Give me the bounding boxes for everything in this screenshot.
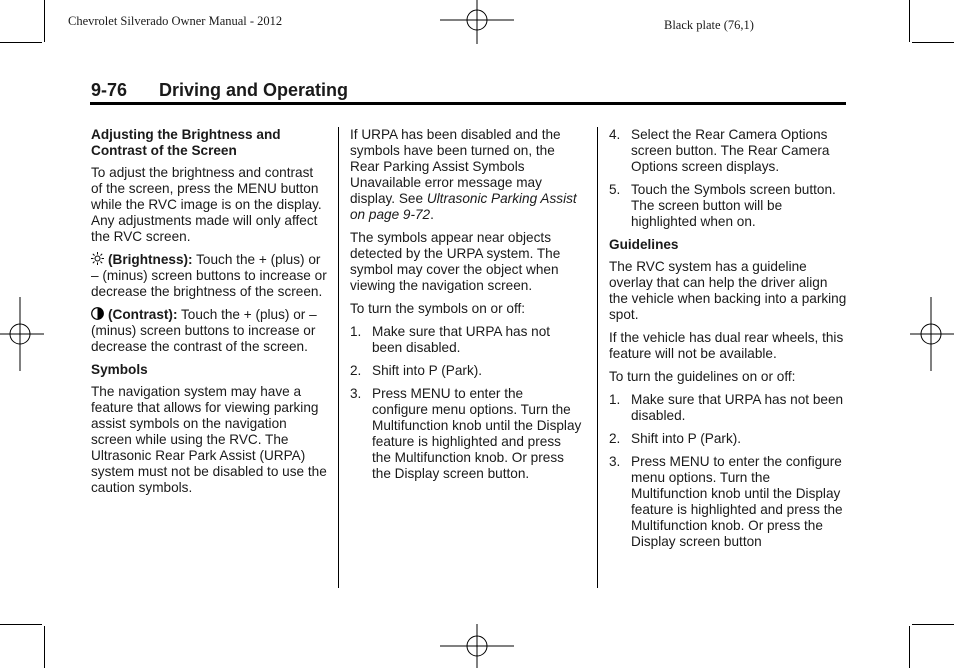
- step-number: 2.: [609, 431, 621, 446]
- page-title: [91, 80, 348, 101]
- urpa-paragraph: [350, 127, 582, 223]
- brightness-paragraph: [91, 252, 327, 300]
- brightness-text: Touch the + (plus) or – (minus) screen buttons to increase or decrease the brightness of the screen.: [91, 252, 327, 299]
- symbols-detail-paragraph: The symbols appear near objects detected by the URPA system. The symbol may cover the object when viewing the navigation screen.: [350, 230, 561, 293]
- step-text: Make sure that URPA has not been disabled.: [372, 324, 551, 355]
- column-3: [609, 127, 847, 557]
- step-number: 3.: [350, 386, 362, 401]
- intro-paragraph: To adjust the brightness and contrast of the screen, press the MENU button while the RVC image is on the display. Any adjustments made will only affect the RVC screen.: [91, 165, 322, 244]
- half-circle-icon: [91, 307, 104, 320]
- page-number: 9-76: [91, 80, 128, 100]
- list-item: [609, 454, 847, 550]
- step-text: Press MENU to enter the configure menu options. Turn the Multifunction knob until the Display feature is highlighted and press the Multifunction knob. Or press the Display screen button.: [372, 386, 582, 481]
- symbols-paragraph: The navigation system may have a feature that allows for viewing parking assist symbols on the navigation screen while using the RVC. The Ultrasonic Rear Park Assist (URPA) system must not be disabled to use the caution symbols.: [91, 384, 327, 495]
- step-text: Shift into P (Park).: [631, 431, 742, 446]
- step-text: Press MENU to enter the configure menu options. Turn the Multifunction knob until the Display feature is highlighted and press the Multifunction knob. Or press the Display screen button: [631, 454, 843, 549]
- registration-mark-right: [908, 297, 954, 371]
- guidelines-paragraph: The RVC system has a guideline overlay that can help the driver align the vehicle when backing into a parking spot.: [609, 259, 847, 322]
- step-number: 3.: [609, 454, 621, 469]
- list-item: [609, 392, 847, 424]
- urpa-text-end: .: [430, 207, 434, 222]
- step-number: 1.: [609, 392, 621, 407]
- step-number: 5.: [609, 182, 621, 197]
- section-title: Driving and Operating: [159, 80, 349, 100]
- symbols-toggle-intro: To turn the symbols on or off:: [350, 301, 526, 316]
- step-number: 1.: [350, 324, 362, 339]
- brightness-label: (Brightness):: [108, 252, 193, 267]
- guidelines-steps-list: [609, 392, 847, 550]
- list-item: [350, 386, 582, 482]
- dual-wheels-paragraph: If the vehicle has dual rear wheels, this feature will not be available.: [609, 330, 844, 361]
- column-2: [350, 127, 582, 489]
- list-item: [609, 431, 847, 447]
- contrast-label: (Contrast):: [108, 307, 178, 322]
- symbols-heading: Symbols: [91, 362, 148, 377]
- title-rule: [90, 102, 846, 105]
- column-divider: [338, 127, 339, 588]
- registration-mark-bottom: [440, 622, 514, 668]
- step-number: 4.: [609, 127, 621, 142]
- urpa-text: If URPA has been disabled and the symbols have been turned on, the Rear Parking Assist Symbols Unavailable error message may display. See: [350, 127, 561, 206]
- list-item: [350, 324, 582, 356]
- column-divider: [597, 127, 598, 588]
- registration-mark-top: [440, 0, 514, 46]
- sun-icon: [91, 252, 104, 265]
- contrast-text: Touch the + (plus) or – (minus) screen buttons to increase or decrease the contrast of the screen.: [91, 307, 317, 354]
- step-text: Select the Rear Camera Options screen button. The Rear Camera Options screen displays.: [631, 127, 830, 174]
- step-text: Shift into P (Park).: [372, 363, 483, 378]
- brightness-contrast-heading: Adjusting the Brightness and Contrast of the Screen: [91, 127, 281, 158]
- symbols-steps-continued: [609, 127, 847, 230]
- step-text: Make sure that URPA has not been disabled.: [631, 392, 844, 423]
- plate-label: Black plate (76,1): [664, 18, 754, 32]
- list-item: [350, 363, 582, 379]
- guidelines-toggle-intro: To turn the guidelines on or off:: [609, 369, 796, 384]
- cross-reference-link[interactable]: Ultrasonic Parking Assist on page 9-72: [350, 191, 577, 222]
- column-1: [91, 127, 327, 503]
- symbols-steps-list: [350, 324, 582, 482]
- step-number: 2.: [350, 363, 362, 378]
- step-text: Touch the Symbols screen button. The screen button will be highlighted when on.: [631, 182, 836, 229]
- registration-mark-left: [0, 297, 46, 371]
- running-header-title: Chevrolet Silverado Owner Manual - 2012: [68, 14, 283, 28]
- contrast-paragraph: [91, 307, 327, 355]
- list-item: [609, 127, 847, 175]
- list-item: [609, 182, 847, 230]
- guidelines-heading: Guidelines: [609, 237, 679, 252]
